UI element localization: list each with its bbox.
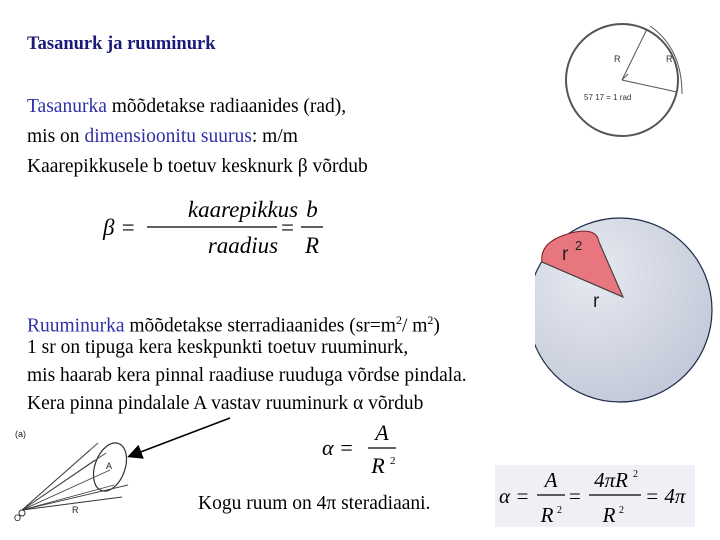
eq1-numerator-b: b bbox=[306, 197, 318, 222]
text-line-7: Kera pinna pindalale A vastav ruuminurk α võrdub bbox=[27, 393, 424, 414]
circle-label-r2: R bbox=[666, 54, 673, 64]
eq2-lhs: α = bbox=[322, 435, 354, 460]
eq2-denominator: R bbox=[371, 453, 385, 478]
cone-label-a: (a) bbox=[15, 429, 26, 439]
beta-equation bbox=[95, 193, 335, 263]
sphere-label-r: r bbox=[593, 291, 600, 312]
text-line-4 bbox=[27, 308, 440, 339]
eq3-numerator-2: 4πR bbox=[594, 468, 628, 492]
eq3-sup-2: 2 bbox=[633, 469, 638, 480]
eq3-denominator-1: R bbox=[540, 503, 554, 527]
text-line-2 bbox=[27, 125, 298, 149]
full-sphere-equation bbox=[495, 465, 695, 527]
pointer-arrow bbox=[120, 410, 240, 470]
term-tasanurka: Tasanurka bbox=[27, 96, 107, 117]
cone-label-O: O bbox=[14, 513, 22, 523]
eq3-numerator-1: A bbox=[544, 468, 558, 492]
line-4-sup-1: 2 bbox=[395, 313, 402, 327]
line-1-rest: mõõdetakse radiaanides (rad), bbox=[106, 96, 347, 117]
eq3-sup-3: 2 bbox=[619, 505, 624, 516]
line-4-rest: mõõdetakse sterradiaanides (sr=m bbox=[124, 315, 396, 337]
eq1-denominator: raadius bbox=[207, 233, 279, 258]
eq1-lhs: β = bbox=[103, 215, 136, 240]
line-4-sup-2: 2 bbox=[427, 313, 434, 327]
sphere-label-sup: 2 bbox=[575, 238, 583, 253]
text-line-5: 1 sr on tipuga kera keskpunkti toetuv ruuminurk, bbox=[27, 337, 409, 358]
circle-label-r1: R bbox=[614, 54, 621, 64]
steradian-sphere-figure bbox=[535, 210, 720, 410]
text-line-8: Kogu ruum on 4π steradiaani. bbox=[198, 493, 431, 514]
text-line-6: mis haarab kera pinnal raadiuse ruuduga võrdse pindala. bbox=[27, 365, 467, 386]
line-2-rest: : m/m bbox=[251, 126, 298, 147]
term-ruuminurka: Ruuminurka bbox=[27, 315, 125, 337]
radian-circle-figure bbox=[562, 18, 686, 138]
text-line-1 bbox=[27, 95, 346, 119]
eq2-sup: 2 bbox=[390, 455, 396, 467]
cone-label-R: R bbox=[72, 505, 79, 515]
eq3-denominator-2: R bbox=[602, 503, 616, 527]
eq1-equals: = bbox=[281, 215, 294, 240]
eq3-equals: = bbox=[569, 484, 581, 508]
sphere-label-r-squared: r bbox=[562, 244, 569, 265]
eq3-rhs: = 4π bbox=[645, 484, 686, 508]
term-dimensionless: dimensioonitu suurus bbox=[84, 126, 252, 147]
eq1-denominator-r: R bbox=[304, 233, 320, 258]
line-4-end: ) bbox=[433, 315, 440, 337]
line-2-pre: mis on bbox=[27, 126, 85, 147]
text-line-3: Kaarepikkusele b toetuv kesknurk β võrdub bbox=[27, 156, 368, 177]
alpha-equation bbox=[320, 420, 400, 480]
eq3-lhs: α = bbox=[499, 484, 530, 508]
slide-title: Tasanurk ja ruuminurk bbox=[27, 34, 216, 54]
eq2-numerator: A bbox=[375, 420, 389, 445]
eq1-numerator: kaarepikkus bbox=[187, 197, 299, 222]
line-4-mid: / m bbox=[401, 315, 428, 337]
cone-label-A: A bbox=[106, 461, 113, 471]
circle-angle-label: 57 17 = 1 rad bbox=[584, 93, 632, 102]
eq3-sup-1: 2 bbox=[557, 505, 562, 516]
